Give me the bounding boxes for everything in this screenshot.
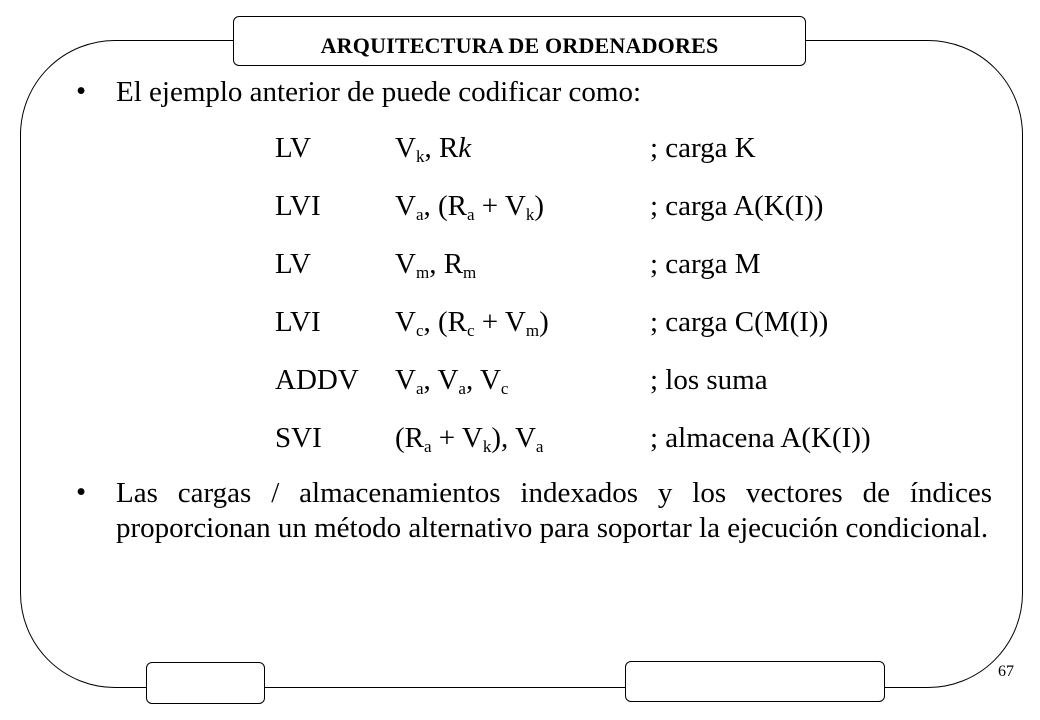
code-args: $V_a$, $V_a$, $V_c$: [395, 364, 509, 398]
footer-tab-right: [625, 661, 885, 702]
slide-title: ARQUITECTURA DE ORDENADORES: [320, 33, 719, 58]
code-args: $V_m$, $R_m$: [395, 248, 477, 282]
code-op: LVI: [275, 306, 321, 338]
code-row: [0, 360, 1040, 400]
bullet-marker: •: [76, 476, 87, 508]
code-args: $(R_a + V_k)$, $V_a$: [395, 422, 544, 456]
code-row: [0, 302, 1040, 342]
bullet-text-conclusion: Las cargas / almacenamientos indexados y los vectores de índices proporcionan un método alternativo para soportar la ejecución condicional.: [116, 477, 992, 544]
code-row: [0, 186, 1040, 226]
footer-tab-left: [146, 662, 265, 704]
code-args: $V_k$, Rk: [395, 132, 472, 166]
code-op: LVI: [275, 190, 321, 222]
code-comment: ; los suma: [650, 364, 768, 396]
code-comment: ; carga K: [650, 132, 756, 164]
code-comment: ; carga A(K(I)): [650, 190, 824, 222]
title-box: [233, 16, 806, 66]
bullet-marker: •: [76, 75, 87, 107]
code-row: [0, 418, 1040, 458]
code-op: LV: [275, 132, 311, 164]
code-args: $V_a$, $(R_a + V_k)$: [395, 190, 544, 224]
page-number: 67: [998, 663, 1014, 680]
code-comment: ; carga C(M(I)): [650, 306, 829, 338]
code-op: ADDV: [275, 364, 359, 396]
code-row: [0, 128, 1040, 168]
code-comment: ; almacena A(K(I)): [650, 422, 871, 454]
code-comment: ; carga M: [650, 248, 761, 280]
bullet-text-intro: El ejemplo anterior de puede codificar como:: [116, 76, 642, 108]
code-args: $V_c$, $(R_c + V_m)$: [395, 306, 549, 340]
code-op: LV: [275, 248, 311, 280]
code-op: SVI: [275, 422, 322, 454]
code-row: [0, 244, 1040, 284]
